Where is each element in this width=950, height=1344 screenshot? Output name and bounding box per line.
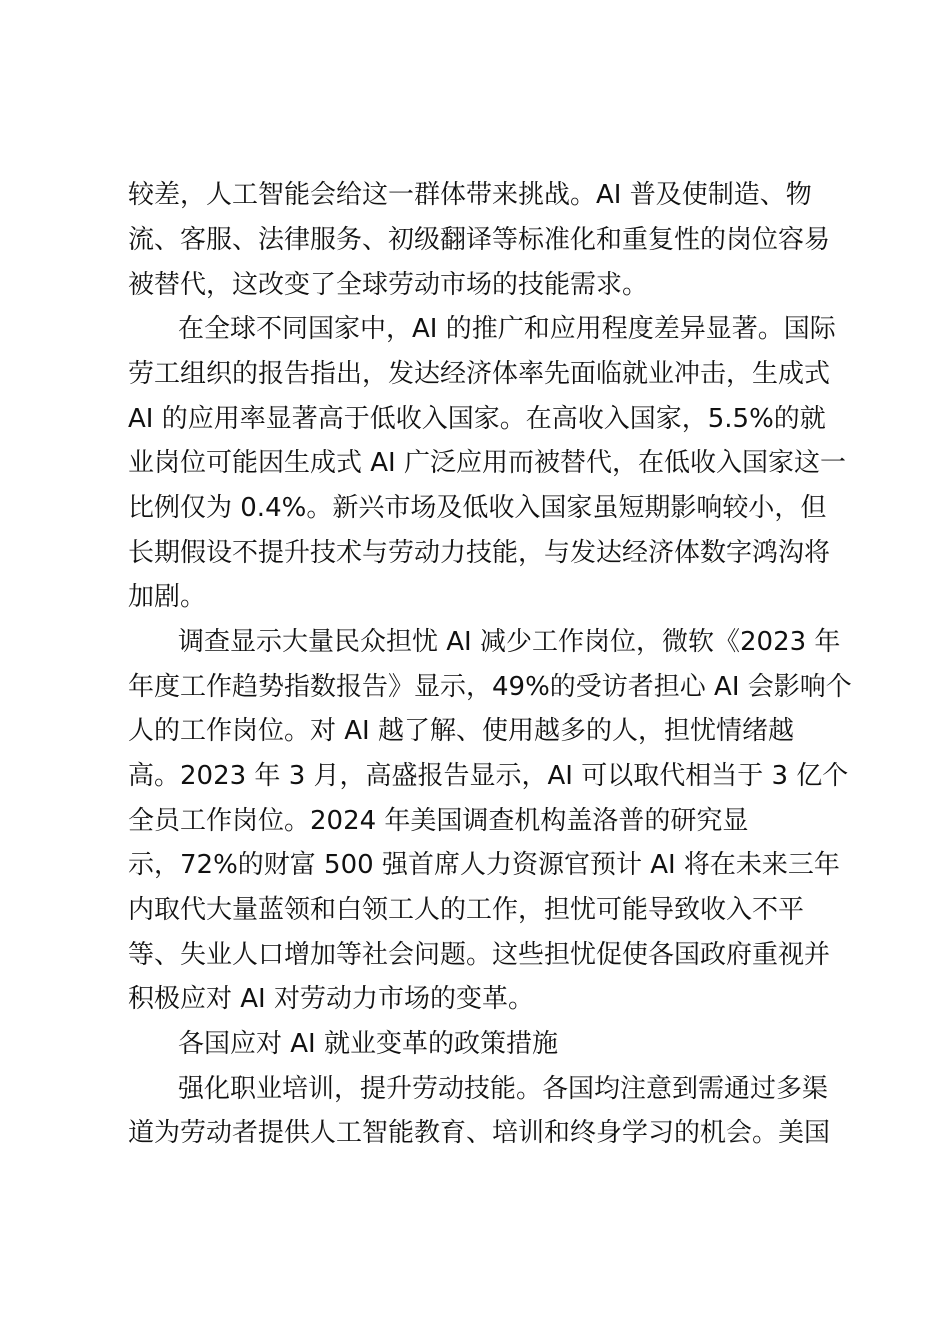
text-line: 较差，人工智能会给这一群体带来挑战。AI 普及使制造、物 — [128, 180, 812, 210]
text-line: 被替代，这改变了全球劳动市场的技能需求。 — [128, 270, 649, 300]
text-line: 比例仅为 0.4%。新兴市场及低收入国家虽短期影响较小，但 — [128, 493, 827, 523]
text-line: 道为劳动者提供人工智能教育、培训和终身学习的机会。美国 — [128, 1118, 831, 1148]
text-line: 业岗位可能因生成式 AI 广泛应用而被替代，在低收入国家这一 — [128, 448, 846, 478]
text-line: 劳工组织的报告指出，发达经济体率先面临就业冲击，生成式 — [128, 359, 831, 389]
paragraph-first-line: 调查显示大量民众担忧 AI 减少工作岗位，微软《2023 年 — [178, 627, 841, 657]
text-line: 高。2023 年 3 月，高盛报告显示，AI 可以取代相当于 3 亿个 — [128, 761, 849, 791]
text-line: 等、失业人口增加等社会问题。这些担忧促使各国政府重视并 — [128, 940, 831, 970]
section-heading: 各国应对 AI 就业变革的政策措施 — [178, 1029, 558, 1059]
text-line: 全员工作岗位。2024 年美国调查机构盖洛普的研究显 — [128, 806, 749, 836]
text-line: 加剧。 — [128, 582, 207, 612]
paragraph-first-line: 强化职业培训，提升劳动技能。各国均注意到需通过多渠 — [178, 1074, 829, 1104]
paragraph-first-line: 在全球不同国家中，AI 的推广和应用程度差异显著。国际 — [178, 314, 836, 344]
text-line: 人的工作岗位。对 AI 越了解、使用越多的人，担忧情绪越 — [128, 716, 794, 746]
text-line: AI 的应用率显著高于低收入国家。在高收入国家，5.5%的就 — [128, 404, 826, 434]
text-line: 流、客服、法律服务、初级翻译等标准化和重复性的岗位容易 — [128, 225, 831, 255]
text-line: 示，72%的财富 500 强首席人力资源官预计 AI 将在未来三年 — [128, 850, 840, 880]
text-line: 内取代大量蓝领和白领工人的工作，担忧可能导致收入不平 — [128, 895, 805, 925]
text-line: 积极应对 AI 对劳动力市场的变革。 — [128, 984, 534, 1014]
text-line: 长期假设不提升技术与劳动力技能，与发达经济体数字鸿沟将 — [128, 538, 831, 568]
text-line: 年度工作趋势指数报告》显示，49%的受访者担心 AI 会影响个 — [128, 672, 852, 702]
